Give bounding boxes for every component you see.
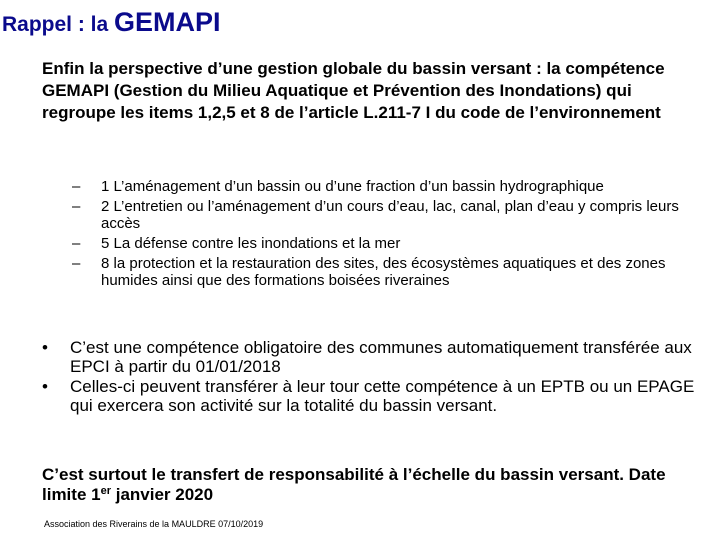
title-prefix: Rappel : la bbox=[2, 13, 115, 36]
ordinal-superscript: er bbox=[100, 485, 111, 497]
list-item bbox=[42, 377, 702, 415]
key-points-list bbox=[42, 338, 702, 416]
slide-title bbox=[2, 2, 221, 39]
title-acronym: GEMAPI bbox=[114, 7, 221, 37]
slide-footer: Association des Riverains de la MAULDRE 07/10/2019 bbox=[44, 519, 264, 529]
conclusion-paragraph bbox=[42, 465, 702, 505]
list-item bbox=[72, 235, 702, 252]
conclusion-text: C’est surtout le transfert de responsabilité à l’échelle du bassin versant. Date limite 1 bbox=[42, 465, 666, 504]
item-text: 1 L’aménagement d’un bassin ou d’une fraction d’un bassin hydrographique bbox=[101, 178, 604, 195]
dash-marker: – bbox=[72, 178, 81, 195]
bullet-marker: • bbox=[42, 338, 48, 357]
list-item bbox=[72, 178, 702, 195]
bullet-marker: • bbox=[42, 377, 48, 396]
list-item bbox=[72, 198, 702, 232]
conclusion-date: janvier 2020 bbox=[111, 485, 214, 504]
article-items-list bbox=[72, 178, 702, 292]
dash-marker: – bbox=[72, 255, 81, 272]
dash-marker: – bbox=[72, 198, 81, 215]
list-item bbox=[42, 338, 702, 376]
dash-marker: – bbox=[72, 235, 81, 252]
item-text: 2 L’entretien ou l’aménagement d’un cours d’eau, lac, canal, plan d’eau y compris leurs accès bbox=[101, 198, 679, 232]
intro-paragraph: Enfin la perspective d’une gestion globale du bassin versant : la compétence GEMAPI (Gestion du Milieu Aquatique et Prévention des Inondations) qui regroupe les items 1,2,5 et 8 de l’article L.211-7 I du code de l’environnement bbox=[42, 59, 665, 122]
item-text: 8 la protection et la restauration des sites, des écosystèmes aquatiques et des zones humides ainsi que des formations boisées riveraines bbox=[101, 255, 666, 289]
list-item bbox=[72, 255, 702, 289]
item-text: 5 La défense contre les inondations et la mer bbox=[101, 235, 401, 252]
point-text: Celles-ci peuvent transférer à leur tour cette compétence à un EPTB ou un EPAGE qui exercera son activité sur la totalité du bassin versant. bbox=[70, 377, 695, 415]
point-text: C’est une compétence obligatoire des communes automatiquement transférée aux EPCI à partir du 01/01/2018 bbox=[70, 338, 692, 376]
